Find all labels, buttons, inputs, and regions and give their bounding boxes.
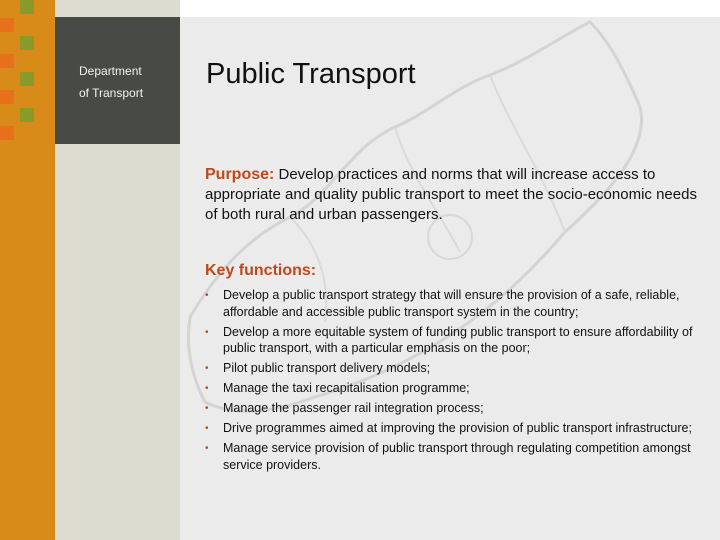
function-text: Develop a public transport strategy that will ensure the provision of a safe, reliable, affordable and accessible public transport system in the country; <box>223 288 680 319</box>
slide-title: Public Transport <box>206 58 416 90</box>
decor-square <box>20 108 34 122</box>
decor-square <box>20 0 34 14</box>
function-text: Drive programmes aimed at improving the provision of public transport infrastructure; <box>223 421 692 435</box>
function-text: Manage service provision of public transport through regulating competition amongst service providers. <box>223 441 691 472</box>
decor-square <box>20 36 34 50</box>
list-item <box>205 360 700 377</box>
function-text: Manage the passenger rail integration process; <box>223 401 484 415</box>
list-item <box>205 440 700 473</box>
function-text: Develop a more equitable system of funding public transport to ensure affordability of public transport, with a particular emphasis on the poor; <box>223 324 693 355</box>
list-item <box>205 420 700 437</box>
bullet-icon: • <box>205 326 209 338</box>
department-label-line2: of Transport <box>79 86 144 100</box>
key-functions-list <box>205 287 700 477</box>
decor-square <box>0 126 14 140</box>
decor-square <box>20 72 34 86</box>
department-label-line1: Department <box>79 64 142 78</box>
list-item <box>205 400 700 417</box>
bullet-icon: • <box>205 443 209 454</box>
bullet-icon: • <box>205 423 209 434</box>
bullet-icon: • <box>205 290 209 301</box>
list-item <box>205 324 700 357</box>
function-text: Pilot public transport delivery models; <box>223 361 431 375</box>
list-item <box>205 380 700 397</box>
bullet-icon: • <box>205 403 209 414</box>
purpose-statement <box>205 165 700 225</box>
decor-square <box>0 54 14 68</box>
key-functions-heading: Key functions: <box>205 262 317 279</box>
list-item <box>205 287 700 320</box>
bullet-icon: • <box>205 383 209 394</box>
department-header-panel <box>55 17 180 144</box>
purpose-text: Develop practices and norms that will increase access to appropriate and quality public transport to meet the socio-economic needs of both rural and urban passengers. <box>205 166 697 223</box>
decor-square <box>0 18 14 32</box>
decor-square <box>0 90 14 104</box>
purpose-label: Purpose: <box>205 166 275 183</box>
bullet-icon: • <box>205 363 209 374</box>
function-text: Manage the taxi recapitalisation programme; <box>223 381 470 395</box>
